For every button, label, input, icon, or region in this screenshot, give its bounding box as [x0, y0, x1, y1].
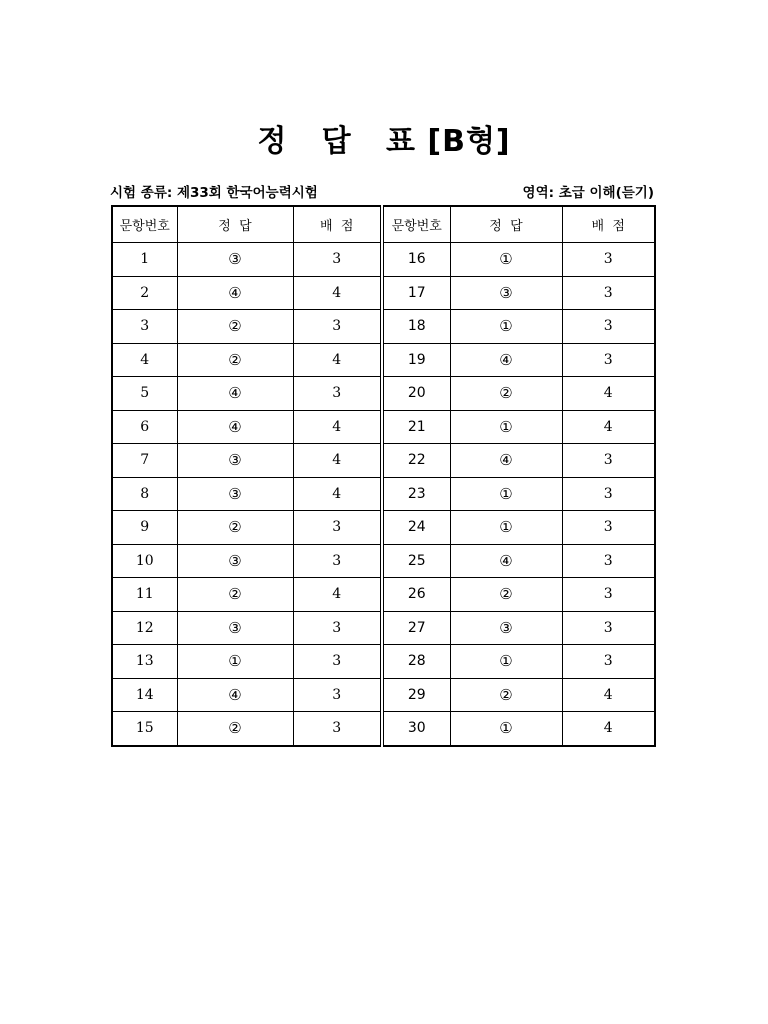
answer-choice: ④ — [450, 343, 562, 377]
points-value: 4 — [293, 578, 382, 612]
answer-key-table — [111, 205, 656, 747]
table-row — [112, 511, 655, 545]
points-value: 4 — [293, 276, 382, 310]
points-value: 3 — [293, 511, 382, 545]
question-number: 7 — [112, 444, 177, 478]
answer-choice: ③ — [177, 243, 293, 277]
question-number: 13 — [112, 645, 177, 679]
question-number: 10 — [112, 544, 177, 578]
answer-choice: ① — [450, 712, 562, 746]
points-value: 3 — [562, 243, 655, 277]
answer-choice: ② — [450, 678, 562, 712]
table-row — [112, 410, 655, 444]
points-value: 3 — [562, 645, 655, 679]
header-question-no-right: 문항번호 — [382, 206, 450, 243]
answer-rows — [112, 243, 655, 746]
table-row — [112, 678, 655, 712]
question-number: 12 — [112, 611, 177, 645]
points-value: 3 — [293, 377, 382, 411]
header-question-no-left: 문항번호 — [112, 206, 177, 243]
points-value: 3 — [562, 343, 655, 377]
answer-choice: ④ — [450, 444, 562, 478]
question-number: 3 — [112, 310, 177, 344]
question-number: 2 — [112, 276, 177, 310]
answer-choice: ③ — [177, 477, 293, 511]
question-number: 4 — [112, 343, 177, 377]
exam-area: 영역: 초급 이해(듣기) — [522, 185, 654, 201]
table-header-row — [112, 206, 655, 243]
question-number: 21 — [382, 410, 450, 444]
answer-choice: ① — [450, 310, 562, 344]
question-number: 29 — [382, 678, 450, 712]
question-number: 11 — [112, 578, 177, 612]
points-value: 3 — [562, 310, 655, 344]
answer-choice: ③ — [177, 544, 293, 578]
question-number: 6 — [112, 410, 177, 444]
question-number: 23 — [382, 477, 450, 511]
question-number: 8 — [112, 477, 177, 511]
answer-choice: ① — [450, 511, 562, 545]
question-number: 25 — [382, 544, 450, 578]
question-number: 28 — [382, 645, 450, 679]
points-value: 3 — [562, 477, 655, 511]
table-row — [112, 477, 655, 511]
answer-choice: ④ — [177, 276, 293, 310]
answer-choice: ② — [177, 712, 293, 746]
points-value: 4 — [562, 377, 655, 411]
question-number: 17 — [382, 276, 450, 310]
points-value: 4 — [562, 678, 655, 712]
answer-choice: ② — [177, 310, 293, 344]
table-row — [112, 310, 655, 344]
answer-choice: ② — [177, 511, 293, 545]
exam-meta — [110, 181, 654, 201]
question-number: 19 — [382, 343, 450, 377]
question-number: 30 — [382, 712, 450, 746]
points-value: 3 — [293, 611, 382, 645]
points-value: 4 — [293, 410, 382, 444]
points-value: 4 — [293, 444, 382, 478]
answer-choice: ① — [450, 410, 562, 444]
answer-choice: ④ — [177, 377, 293, 411]
points-value: 3 — [562, 611, 655, 645]
question-number: 9 — [112, 511, 177, 545]
question-number: 16 — [382, 243, 450, 277]
table-row — [112, 276, 655, 310]
points-value: 4 — [293, 343, 382, 377]
answer-choice: ② — [450, 578, 562, 612]
answer-choice: ④ — [450, 544, 562, 578]
table-row — [112, 377, 655, 411]
answer-choice: ① — [450, 477, 562, 511]
answer-choice: ③ — [177, 611, 293, 645]
points-value: 4 — [562, 712, 655, 746]
answer-choice: ① — [177, 645, 293, 679]
points-value: 3 — [562, 544, 655, 578]
table-row — [112, 343, 655, 377]
exam-type: 시험 종류: 제33회 한국어능력시험 — [110, 185, 318, 201]
points-value: 3 — [293, 678, 382, 712]
answer-choice: ③ — [177, 444, 293, 478]
question-number: 14 — [112, 678, 177, 712]
answer-choice: ③ — [450, 276, 562, 310]
table-row — [112, 444, 655, 478]
table-row — [112, 243, 655, 277]
table-row — [112, 645, 655, 679]
answer-choice: ② — [450, 377, 562, 411]
table-row — [112, 712, 655, 746]
points-value: 3 — [293, 243, 382, 277]
table-row — [112, 611, 655, 645]
header-answer-left: 정 답 — [177, 206, 293, 243]
points-value: 3 — [293, 310, 382, 344]
points-value: 3 — [293, 645, 382, 679]
table-row — [112, 544, 655, 578]
answer-choice: ② — [177, 578, 293, 612]
answer-choice: ④ — [177, 410, 293, 444]
question-number: 18 — [382, 310, 450, 344]
question-number: 15 — [112, 712, 177, 746]
points-value: 3 — [562, 276, 655, 310]
points-value: 3 — [562, 444, 655, 478]
points-value: 4 — [293, 477, 382, 511]
header-answer-right: 정 답 — [450, 206, 562, 243]
question-number: 27 — [382, 611, 450, 645]
answer-choice: ③ — [450, 611, 562, 645]
answer-choice: ① — [450, 243, 562, 277]
points-value: 4 — [562, 410, 655, 444]
question-number: 1 — [112, 243, 177, 277]
question-number: 22 — [382, 444, 450, 478]
question-number: 20 — [382, 377, 450, 411]
header-points-left: 배 점 — [293, 206, 382, 243]
question-number: 5 — [112, 377, 177, 411]
points-value: 3 — [293, 544, 382, 578]
points-value: 3 — [293, 712, 382, 746]
points-value: 3 — [562, 578, 655, 612]
question-number: 26 — [382, 578, 450, 612]
question-number: 24 — [382, 511, 450, 545]
page-title: 정 답 표 [B형] — [257, 124, 511, 159]
points-value: 3 — [562, 511, 655, 545]
answer-choice: ② — [177, 343, 293, 377]
table-row — [112, 578, 655, 612]
header-points-right: 배 점 — [562, 206, 655, 243]
answer-choice: ① — [450, 645, 562, 679]
answer-choice: ④ — [177, 678, 293, 712]
